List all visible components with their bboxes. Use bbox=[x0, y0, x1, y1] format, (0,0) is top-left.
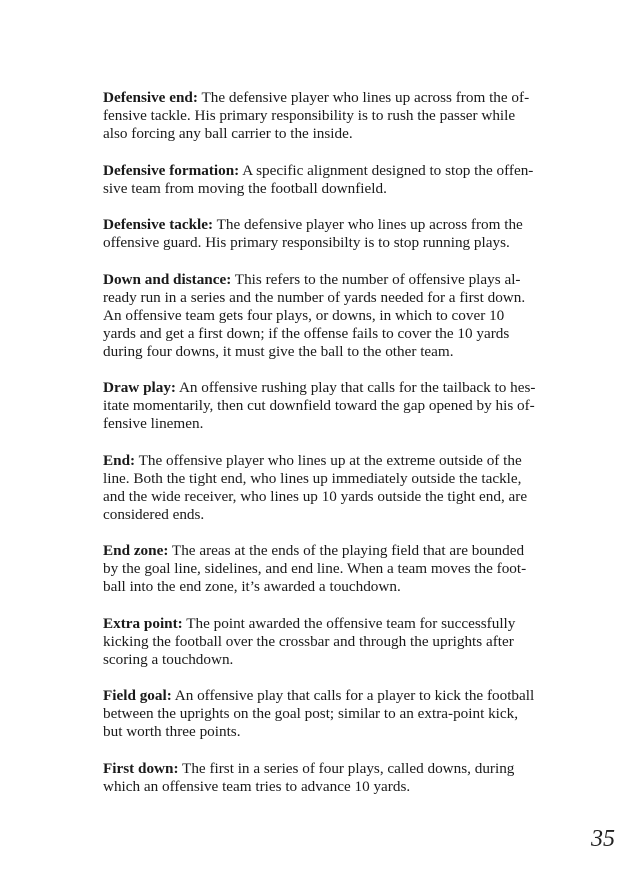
definition-line: The areas at the ends of the playing field that are bounded bbox=[168, 542, 525, 559]
definition-line: The first in a series of four plays, called downs, during bbox=[178, 759, 515, 777]
page-number: 35 bbox=[591, 826, 615, 852]
definition-line: and the wide receiver, who lines up 10 yards outside the tight end, are bbox=[103, 487, 528, 505]
definition-line: fensive tackle. His primary responsibility is to rush the passer while bbox=[103, 107, 516, 124]
definition-line: This refers to the number of offensive plays al- bbox=[231, 270, 521, 288]
definition-line: scoring a touchdown. bbox=[103, 650, 234, 668]
definition-line: between the uprights on the goal post; similar to an extra-point kick, bbox=[103, 705, 519, 722]
definition-line: The point awarded the offensive team for successfully bbox=[182, 614, 516, 632]
glossary-entry-defensive-tackle bbox=[103, 216, 540, 252]
definition-line: considered ends. bbox=[103, 505, 205, 523]
glossary-term: Defensive formation: bbox=[103, 161, 240, 179]
definition-line: yards and get a first down; if the offense fails to cover the 10 yards bbox=[103, 324, 510, 342]
definition-line: offensive guard. His primary responsibilty is to stop running plays. bbox=[103, 234, 510, 251]
glossary-entry-defensive-formation bbox=[103, 162, 540, 198]
definition-line: ball into the end zone, it’s awarded a touchdown. bbox=[103, 578, 401, 595]
glossary-entry-defensive-end bbox=[103, 89, 540, 143]
glossary-term: Down and distance: bbox=[103, 270, 232, 288]
definition-line: by the goal line, sidelines, and end line. When a team moves the foot- bbox=[103, 560, 527, 577]
definition-line: which an offensive team tries to advance 10 yards. bbox=[103, 777, 411, 795]
glossary-entry-draw-play bbox=[103, 379, 540, 433]
glossary-term: Draw play: bbox=[103, 379, 176, 396]
glossary-entry-first-down bbox=[103, 760, 540, 796]
glossary-term: Extra point: bbox=[103, 614, 183, 632]
glossary-term: First down: bbox=[103, 759, 179, 777]
definition-line: The defensive player who lines up across from the bbox=[213, 216, 523, 233]
glossary-entry-extra-point bbox=[103, 615, 540, 669]
definition-line: The defensive player who lines up across from the of- bbox=[197, 89, 530, 106]
definition-line: also forcing any ball carrier to the inside. bbox=[103, 125, 353, 142]
definition-line: kicking the football over the crossbar and through the uprights after bbox=[103, 632, 514, 650]
definition-line: but worth three points. bbox=[103, 723, 241, 740]
glossary-list bbox=[103, 89, 540, 814]
definition-line: line. Both the tight end, who lines up immediately outside the tackle, bbox=[103, 469, 522, 487]
glossary-term: Field goal: bbox=[103, 687, 172, 704]
definition-line: sive team from moving the football downfield. bbox=[103, 179, 387, 197]
glossary-entry-end bbox=[103, 452, 540, 524]
glossary-term: End zone: bbox=[103, 542, 169, 559]
glossary-term: Defensive tackle: bbox=[103, 216, 214, 233]
definition-line: An offensive play that calls for a player to kick the football bbox=[171, 687, 535, 704]
glossary-entry-end-zone bbox=[103, 542, 540, 596]
glossary-term: End: bbox=[103, 451, 136, 469]
definition-line: An offensive team gets four plays, or downs, in which to cover 10 bbox=[103, 306, 505, 324]
glossary-entry-field-goal bbox=[103, 687, 540, 741]
definition-line: itate momentarily, then cut downfield toward the gap opened by his of- bbox=[103, 397, 535, 414]
definition-line: An offensive rushing play that calls for the tailback to hes- bbox=[175, 379, 536, 396]
glossary-term: Defensive end: bbox=[103, 89, 198, 106]
definition-line: during four downs, it must give the ball to the other team. bbox=[103, 342, 454, 360]
glossary-entry-down-and-distance bbox=[103, 271, 540, 361]
definition-line: ready run in a series and the number of yards needed for a first down. bbox=[103, 288, 526, 306]
definition-line: fensive linemen. bbox=[103, 415, 204, 432]
definition-line: A specific alignment designed to stop the offen- bbox=[239, 161, 534, 179]
definition-line: The offensive player who lines up at the extreme outside of the bbox=[135, 451, 522, 469]
